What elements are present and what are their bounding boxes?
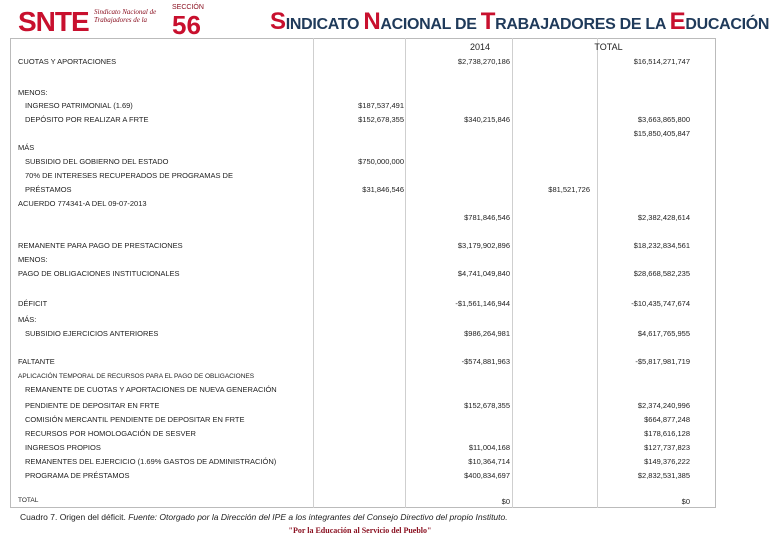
row-label: 70% DE INTERESES RECUPERADOS DE PROGRAMAS DE [25, 171, 233, 180]
row-label: REMANENTES DEL EJERCICIO (1.69% GASTOS DE ADMINISTRACIÓN) [25, 457, 277, 466]
cell-value: $152,678,355 [358, 115, 404, 124]
row-label: MENOS: [18, 255, 48, 264]
cell-value: $127,737,823 [644, 443, 690, 452]
cell-value: -$10,435,747,674 [631, 299, 690, 308]
cell-value: $400,834,697 [464, 471, 510, 480]
cell-value: $149,376,222 [644, 457, 690, 466]
row-label: ACUERDO 774341-A DEL 09-07-2013 [18, 199, 147, 208]
logo-subtitle: Sindicato Nacional de Trabajadores de la [94, 8, 157, 24]
column-header-total: TOTAL [594, 42, 623, 52]
footer-motto: "Por la Educación al Servicio del Pueblo" [288, 526, 432, 535]
cell-value: $178,616,128 [644, 429, 690, 438]
row-label: INGRESOS PROPIOS [25, 443, 101, 452]
row-label: SUBSIDIO DEL GOBIERNO DEL ESTADO [25, 157, 169, 166]
cell-value: $2,374,240,996 [637, 401, 690, 410]
banner-cap-e: E [669, 8, 686, 35]
cell-value: $10,364,714 [468, 457, 510, 466]
banner-cap-s: S [270, 8, 286, 35]
banner-part-1: INDICATO [285, 16, 364, 33]
cell-value: -$574,881,963 [461, 357, 510, 366]
cell-value: $4,617,765,955 [637, 329, 690, 338]
column-divider [405, 38, 406, 508]
cell-value: -$5,817,981,719 [635, 357, 690, 366]
row-label: APLICACIÓN TEMPORAL DE RECURSOS PARA EL PAGO DE OBLIGACIONES [18, 373, 255, 380]
row-label: CUOTAS Y APORTACIONES [18, 57, 117, 66]
cell-value: $15,850,405,847 [633, 129, 690, 138]
cell-value: $31,846,546 [362, 185, 404, 194]
cell-value: $781,846,546 [464, 213, 510, 222]
row-label: PENDIENTE DE DEPOSITAR EN FRTE [25, 401, 160, 410]
row-label: MENOS: [18, 88, 48, 97]
banner-cap-t: T [480, 8, 496, 35]
cell-value: $0 [681, 497, 690, 506]
header [0, 0, 769, 40]
seccion-label: SECCIÓN [172, 4, 204, 11]
cell-value: $2,832,531,385 [637, 471, 690, 480]
cell-value: $986,264,981 [464, 329, 510, 338]
row-label: PAGO DE OBLIGACIONES INSTITUCIONALES [18, 269, 180, 278]
banner-part-4: DUCACIÓN [685, 16, 769, 33]
cell-value: $750,000,000 [358, 157, 404, 166]
cell-value: $3,179,902,896 [457, 241, 510, 250]
cell-value: $2,738,270,186 [457, 57, 510, 66]
row-label: REMANENTE DE CUOTAS Y APORTACIONES DE NUEVA GENERACIÓN [25, 385, 277, 394]
row-label: MÁS [18, 143, 35, 152]
row-label: PRÉSTAMOS [25, 185, 72, 194]
cell-value: $81,521,726 [548, 185, 590, 194]
cell-value: $3,663,865,800 [637, 115, 690, 124]
cell-value: $2,382,428,614 [637, 213, 690, 222]
snte-logo: SNTE [18, 6, 89, 37]
cell-value: $11,004,168 [468, 443, 510, 452]
row-label: REMANENTE PARA PAGO DE PRESTACIONES [18, 241, 183, 250]
cell-value: $340,215,846 [464, 115, 510, 124]
row-label: DÉFICIT [18, 299, 48, 308]
row-label: FALTANTE [18, 357, 55, 366]
row-label: DEPÓSITO POR REALIZAR A FRTE [25, 115, 149, 124]
table-caption [20, 512, 508, 522]
column-divider [512, 38, 513, 508]
cell-value: -$1,561,146,944 [455, 299, 510, 308]
banner-cap-n: N [363, 8, 381, 35]
row-label: RECURSOS POR HOMOLOGACIÓN DE SESVER [25, 429, 196, 438]
caption-source: Fuente: Otorgado por la Dirección del IPE a los integrantes del Consejo Directivo del propio Instituto. [128, 512, 508, 522]
caption-prefix: Cuadro 7. Origen del déficit. [20, 512, 129, 522]
row-label: COMISIÓN MERCANTIL PENDIENTE DE DEPOSITAR EN FRTE [25, 415, 245, 424]
row-label: MÁS: [18, 315, 37, 324]
banner-part-2: ACIONAL DE [380, 16, 481, 33]
cell-value: $0 [501, 497, 510, 506]
row-label: PROGRAMA DE PRÉSTAMOS [25, 471, 130, 480]
union-banner [270, 8, 769, 36]
cell-value: $16,514,271,747 [633, 57, 690, 66]
column-header-2014: 2014 [469, 42, 490, 52]
cell-value: $18,232,834,561 [633, 241, 690, 250]
cell-value: $152,678,355 [464, 401, 510, 410]
row-label: INGRESO PATRIMONIAL (1.69) [25, 101, 133, 110]
cell-value: $664,877,248 [644, 415, 690, 424]
cell-value: $28,668,582,235 [633, 269, 690, 278]
row-label: SUBSIDIO EJERCICIOS ANTERIORES [25, 329, 159, 338]
cell-value: $4,741,049,840 [457, 269, 510, 278]
cell-value: $187,537,491 [358, 101, 404, 110]
row-label: TOTAL [18, 497, 39, 504]
banner-part-3: RABAJADORES DE LA [495, 16, 670, 33]
seccion-number: 56 [172, 10, 201, 40]
